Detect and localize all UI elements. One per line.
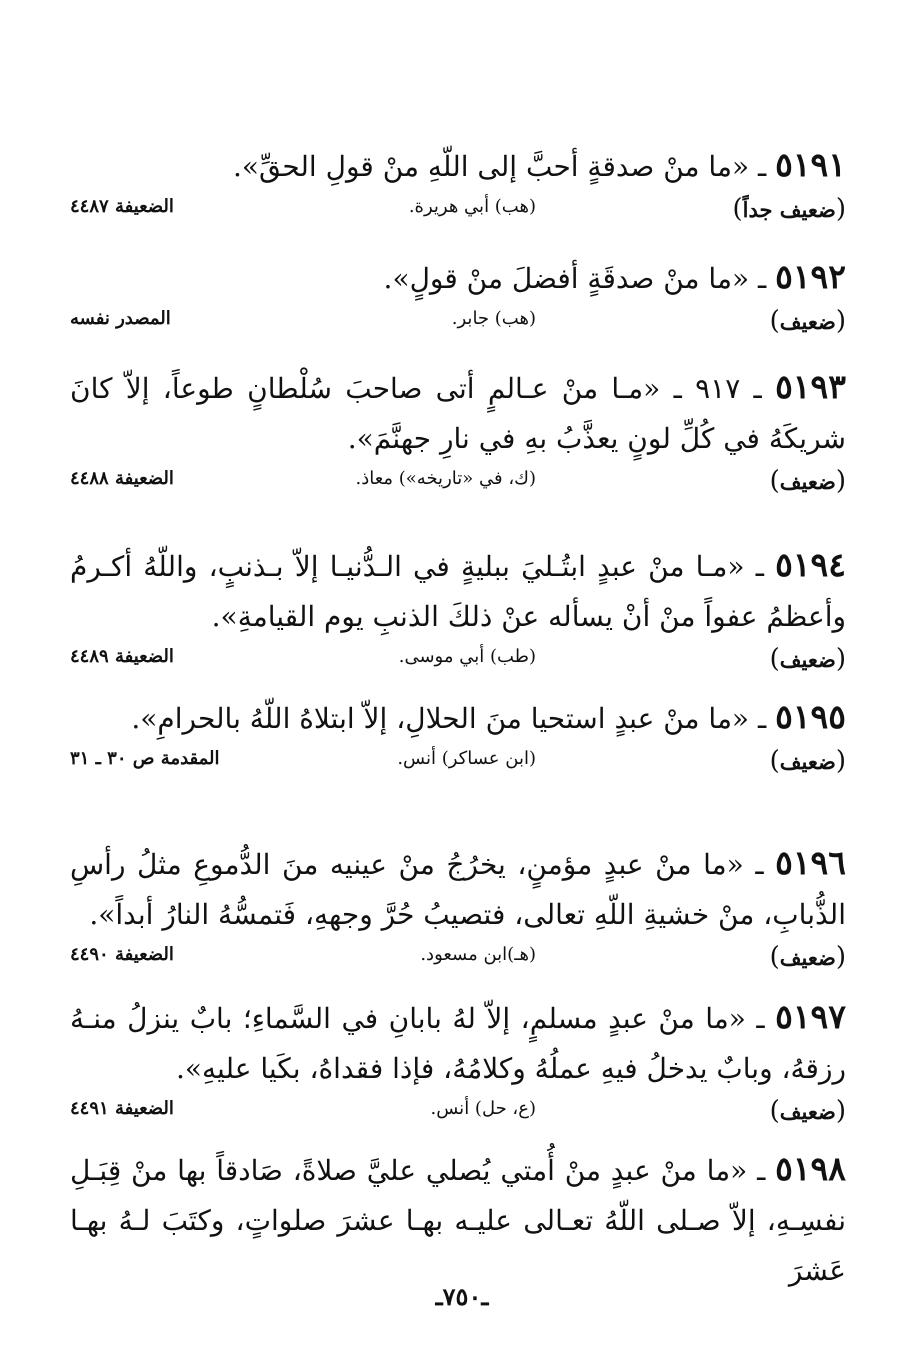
hadith-text: [70, 540, 846, 642]
hadith-body: «ما منْ عبدٍ استحيا منَ الحلالِ، إلاّ ابتلاهُ اللّهُ بالحرامِ».: [131, 702, 750, 735]
hadith-dash: ـ: [755, 550, 764, 583]
hadith-entry: [70, 362, 846, 502]
grade-label: (ضعيف جداً): [732, 194, 846, 224]
hadith-meta: [70, 942, 846, 978]
grade-label: (ضعيف): [769, 1096, 846, 1126]
hadith-text: [70, 838, 846, 940]
hadith-entry: [70, 540, 846, 680]
grade-label: (ضعيف): [769, 942, 846, 972]
hadith-entry: [70, 692, 846, 782]
hadith-dash: ـ: [757, 262, 767, 295]
document-page: [70, 140, 846, 1346]
source-label: (هـ)ابن مسعود.: [420, 944, 536, 965]
hadith-text: [70, 1144, 846, 1296]
hadith-number: ٥١٩١: [775, 145, 846, 184]
hadith-dash: ـ: [757, 702, 767, 735]
hadith-entry: [70, 838, 846, 978]
hadith-text: [70, 252, 846, 304]
hadith-number: ٥١٩٧: [775, 997, 846, 1036]
grade-label: (ضعيف): [769, 746, 846, 776]
hadith-number: ٥١٩٦: [775, 843, 846, 882]
hadith-body: «ما منْ عبدٍ مسلمٍ، إلاّ لهُ بابانِ في السَّماءِ؛ بابٌ ينزلُ منـهُ رزقهُ، وبابٌ يدخلُ فيهِ عملُهُ وكلامُهُ، فإذا فقداهُ، بكَيا عليهِ».: [70, 1002, 846, 1085]
reference-label: الضعيفة ٤٤٩١: [70, 1098, 174, 1119]
grade-label: (ضعيف): [769, 306, 846, 336]
hadith-text: [70, 992, 846, 1094]
hadith-number: ٥١٩٨: [775, 1149, 846, 1188]
hadith-dash: ـ: [756, 1002, 765, 1035]
source-label: (هب) جابر.: [451, 308, 536, 329]
hadith-number: ٥١٩٢: [775, 257, 846, 296]
source-label: (طب) أبي موسى.: [398, 646, 536, 667]
hadith-body: «ما منْ صدقةٍ أحبَّ إلى اللّهِ منْ قولِ الحقِّ».: [232, 150, 750, 183]
hadith-body: «ما منْ صدقَةٍ أفضلَ منْ قولٍ».: [383, 262, 750, 295]
hadith-dash: ـ: [757, 1154, 766, 1187]
hadith-meta: [70, 194, 846, 230]
grade-label: (ضعيف): [769, 644, 846, 674]
reference-label: الضعيفة ٤٤٨٧: [70, 196, 174, 217]
reference-label: الضعيفة ٤٤٩٠: [70, 944, 174, 965]
hadith-entry: [70, 992, 846, 1132]
source-label: (ع، حل) أنس.: [430, 1098, 536, 1119]
grade-label: (ضعيف): [769, 466, 846, 496]
source-label: (هب) أبي هريرة.: [408, 196, 536, 217]
hadith-meta: [70, 466, 846, 502]
hadith-text: [70, 362, 846, 464]
source-label: (ابن عساكر) أنس.: [397, 748, 536, 769]
hadith-number: ٥١٩٥: [775, 697, 846, 736]
hadith-body: «مـا منْ عـالمٍ أتى صاحبَ سُلْطانٍ طوعاً، إلاّ كانَ شريكَهُ في كُلِّ لونٍ يعذَّبُ بهِ في نارِ جهنَّمَ».: [70, 372, 846, 455]
hadith-number: ٥١٩٣: [775, 367, 846, 406]
hadith-text: [70, 692, 846, 744]
hadith-entry: [70, 252, 846, 342]
reference-label: الضعيفة ٤٤٨٨: [70, 468, 174, 489]
hadith-body: «ما منْ عبدٍ مؤمنٍ، يخرُجُ منْ عينيه منَ الدُّموعِ مثلُ رأسِ الذُّبابِ، منْ خشيةِ اللّهِ تعالى، فتصيبُ حُرَّ وجههِ، فَتمسُّهُ النارُ أبداً».: [70, 848, 846, 931]
hadith-text: [70, 140, 846, 192]
reference-label: الضعيفة ٤٤٨٩: [70, 646, 174, 667]
hadith-body: «مـا منْ عبدٍ ابتُـليَ ببليةٍ في الـدُّنيـا إلاّ بـذنبٍ، واللّهُ أكـرمُ وأعظمُ عفواً منْ أنْ يسأله عنْ ذلكَ الذنبِ يوم القيامةِ».: [70, 550, 846, 633]
hadith-meta: [70, 746, 846, 782]
page-number: ـ٧٥٠ـ: [435, 1282, 489, 1311]
source-label: (ك، في «تاريخه») معاذ.: [355, 468, 536, 489]
reference-label: المصدر نفسه: [70, 308, 171, 329]
hadith-dash: ـ: [755, 848, 764, 881]
hadith-meta: [70, 644, 846, 680]
hadith-body: «ما منْ عبدٍ منْ أُمتي يُصلي عليَّ صلاةً، صَادقاً بها منْ قِبَـلِ نفسِـهِ، إلاّ صـلى اللّهُ تعـالى عليـه بهـا عشرَ صلواتٍ، وكتَبَ لـهُ بهـا عَشرَ: [70, 1154, 846, 1287]
hadith-entry: [70, 140, 846, 230]
hadith-number: ٥١٩٤: [775, 545, 846, 584]
hadith-dash: ـ: [757, 150, 767, 183]
hadith-meta: [70, 1096, 846, 1132]
hadith-meta: [70, 306, 846, 342]
reference-label: المقدمة ص ٣٠ ـ ٣١: [70, 748, 220, 769]
hadith-entry: [70, 1144, 846, 1296]
hadith-dash: ـ ٩١٧ ـ: [673, 372, 762, 405]
